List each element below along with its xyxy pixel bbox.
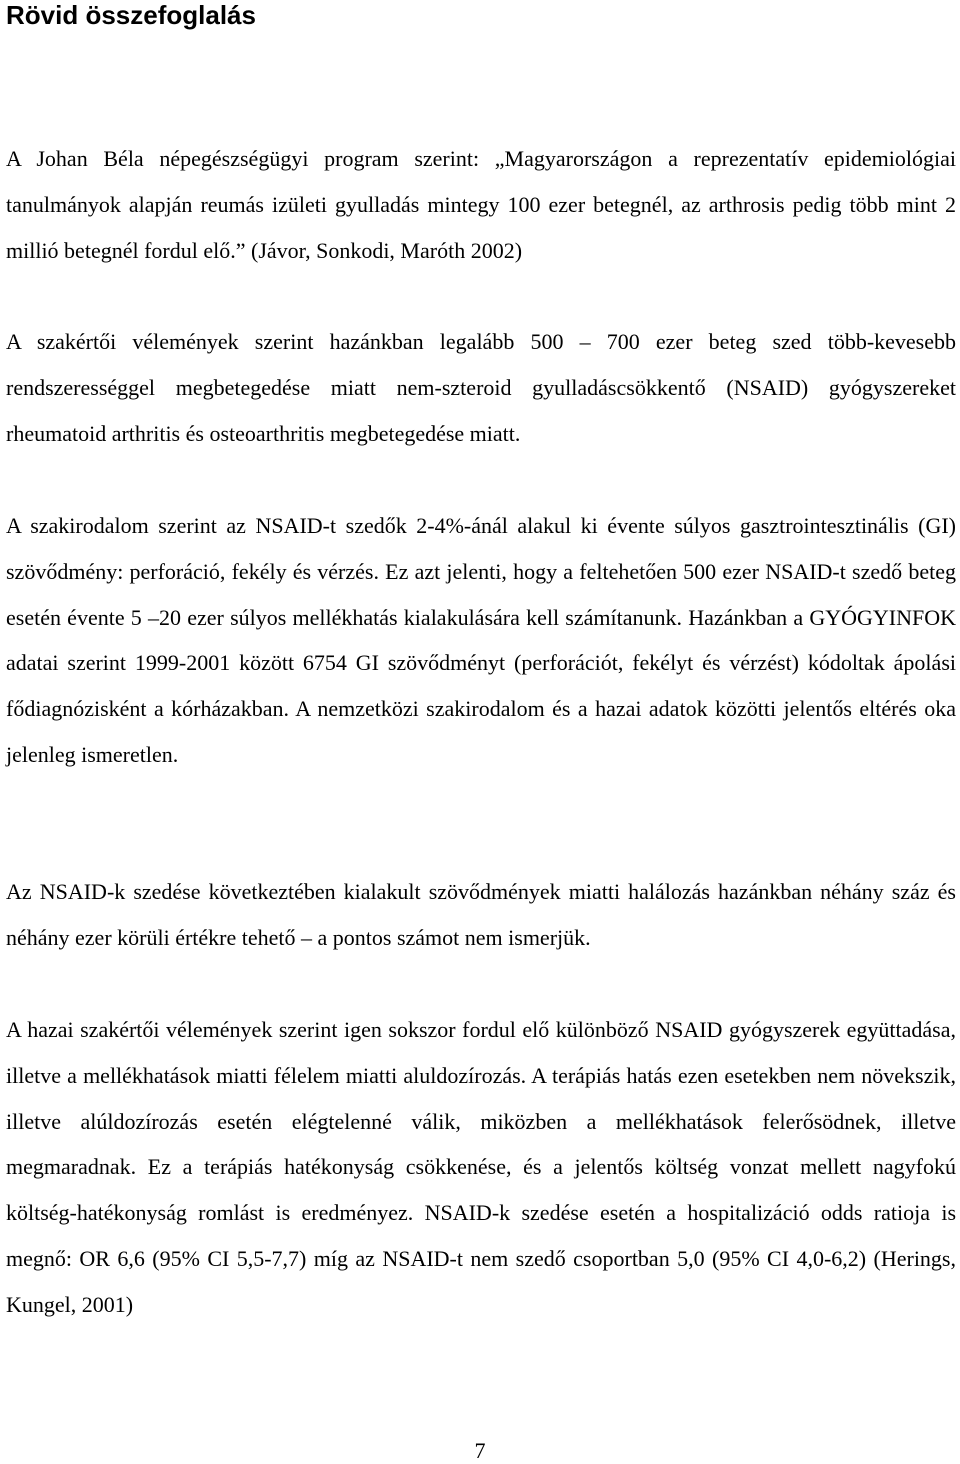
paragraph-co-administration: A hazai szakértői vélemények szerint igen sokszor fordul elő különböző NSAID gyógyszerek együttadása, illetve a mellékhatások miatti félelem miatti aluldozírozás. A terápiás hatás ezen esetekben nem növekszik, illetve alúldozírozás esetén elégtelenné válik, miközben a mellékhatások felerősödnek, illetve megmaradnak. Ez a terápiás hatékonyság csökkenése, és a jelentős költség vonzat mellett nagyfokú költség-hatékonyság romlást is eredményez. NSAID-k szedése esetén a hospitalizáció odds ratioja is megnő: OR 6,6 (95% CI 5,5-7,7) míg az NSAID-t nem szedő csoportban 5,0 (95% CI 4,0-6,2) (Herings, Kungel, 2001): [6, 1017, 956, 1317]
paragraph-expert-opinions: A szakértői vélemények szerint hazánkban legalább 500 – 700 ezer beteg szed több-kevesebb rendszerességgel megbetegedése miatt nem-szteroid gyulladáscsökkentő (NSAID) gyógyszereket rheumatoid arthritis és osteoarthritis megbetegedése miatt.: [6, 329, 956, 446]
paragraph-literature-gi-complications: A szakirodalom szerint az NSAID-t szedők 2-4%-ánál alakul ki évente súlyos gasztrointesztinális (GI) szövődmény: perforáció, fekély és vérzés. Ez azt jelenti, hogy a feltehetően 500 ezer NSAID-t szedő beteg esetén évente 5 –20 ezer súlyos mellékhatás kialakulására kell számítanunk. Hazánkban a GYÓGYINFOK adatai szerint 1999-2001 között 6754 GI szövődményt (perforációt, fekélyt és vérzést) kódoltak ápolási fődiagnózisként a kórházakban. A nemzetközi szakirodalom és a hazai adatok közötti jelentős eltérés oka jelenleg ismeretlen.: [6, 513, 956, 767]
page-number: 7: [474, 1438, 486, 1463]
paragraph-mortality: Az NSAID-k szedése következtében kialakult szövődmények miatti halálozás hazánkban néhány száz és néhány ezer körüli értékre tehető – a pontos számot nem ismerjük.: [6, 879, 956, 950]
paragraph-johan-bela-program: A Johan Béla népegészségügyi program szerint: „Magyarországon a reprezentatív epidemiológiai tanulmányok alapján reumás izületi gyulladás mintegy 100 ezer betegnél, az arthrosis pedig több mint 2 millió betegnél fordul elő.” (Jávor, Sonkodi, Maróth 2002): [6, 146, 956, 263]
page-title: Rövid összefoglalás: [6, 0, 256, 30]
